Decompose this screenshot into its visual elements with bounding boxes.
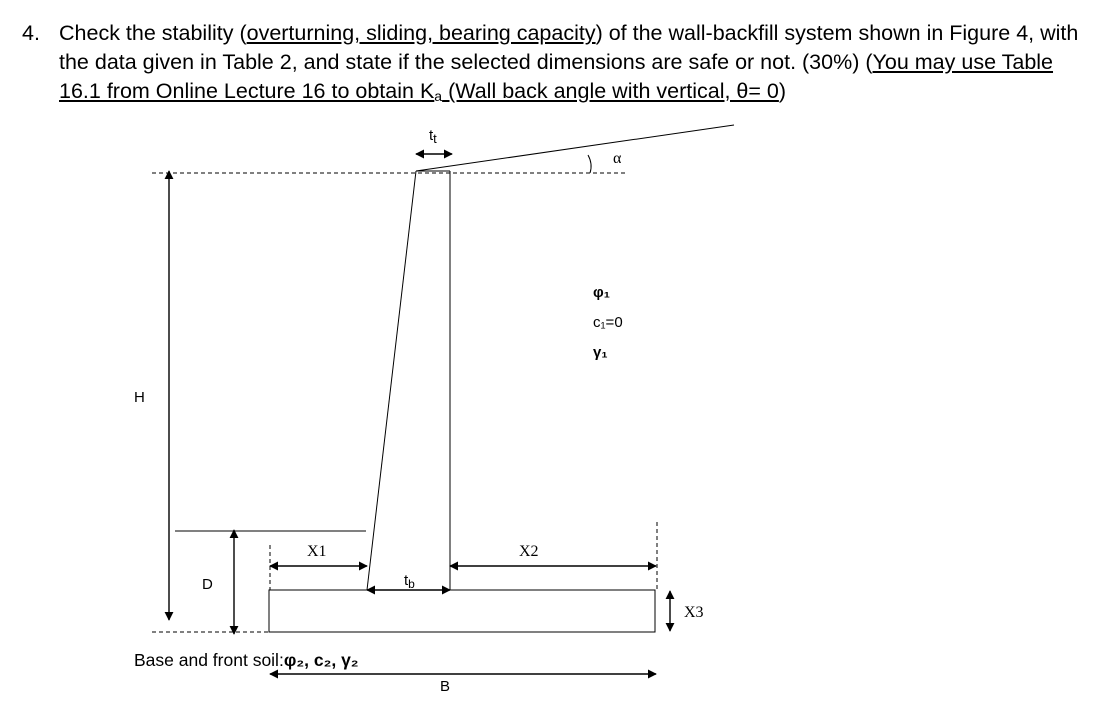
backfill-slope-line — [416, 125, 734, 171]
B-label: B — [440, 678, 451, 695]
tb-label: $t_b$ — [404, 572, 415, 591]
wall-front-face — [367, 171, 416, 590]
alpha-angle-arc — [588, 155, 591, 173]
base-soil-label — [134, 650, 359, 671]
X3-label: X3 — [684, 604, 704, 621]
tt-label: tt — [429, 127, 437, 146]
alpha-label: α — [613, 150, 622, 167]
reference-text: You may use Table 16.1 from Online Lecture 16 to obtain K — [59, 50, 1054, 103]
gamma1-label: γ₁ — [593, 344, 608, 361]
D-label: D — [202, 576, 213, 593]
question-text-part-2: ) of the wall-backfill system shown in Figure 4, with the data given in Table 2, and state if the selected dimensions are safe or not. (30%) ( — [59, 21, 1079, 74]
base-slab — [269, 590, 655, 632]
c1-label: c₁=0 — [593, 314, 623, 331]
X2-label: X2 — [519, 543, 539, 560]
base-soil-params: φ₂, c₂, γ₂ — [283, 650, 359, 670]
phi1-label: φ₁ — [593, 284, 610, 301]
ka-subscript: a — [434, 88, 443, 104]
base-soil-text: Base and front soil: — [134, 650, 284, 670]
X1-label: X1 — [307, 543, 327, 560]
reference-tail: (Wall back angle with vertical, θ= 0 — [442, 79, 779, 103]
H-label: H — [134, 389, 145, 406]
question-text-part-3: ) — [778, 79, 787, 103]
question-number: 4. — [22, 21, 40, 45]
failure-modes-underlined: overturning, sliding, bearing capacity — [246, 21, 596, 45]
question-text-part-1: Check the stability ( — [59, 21, 247, 45]
